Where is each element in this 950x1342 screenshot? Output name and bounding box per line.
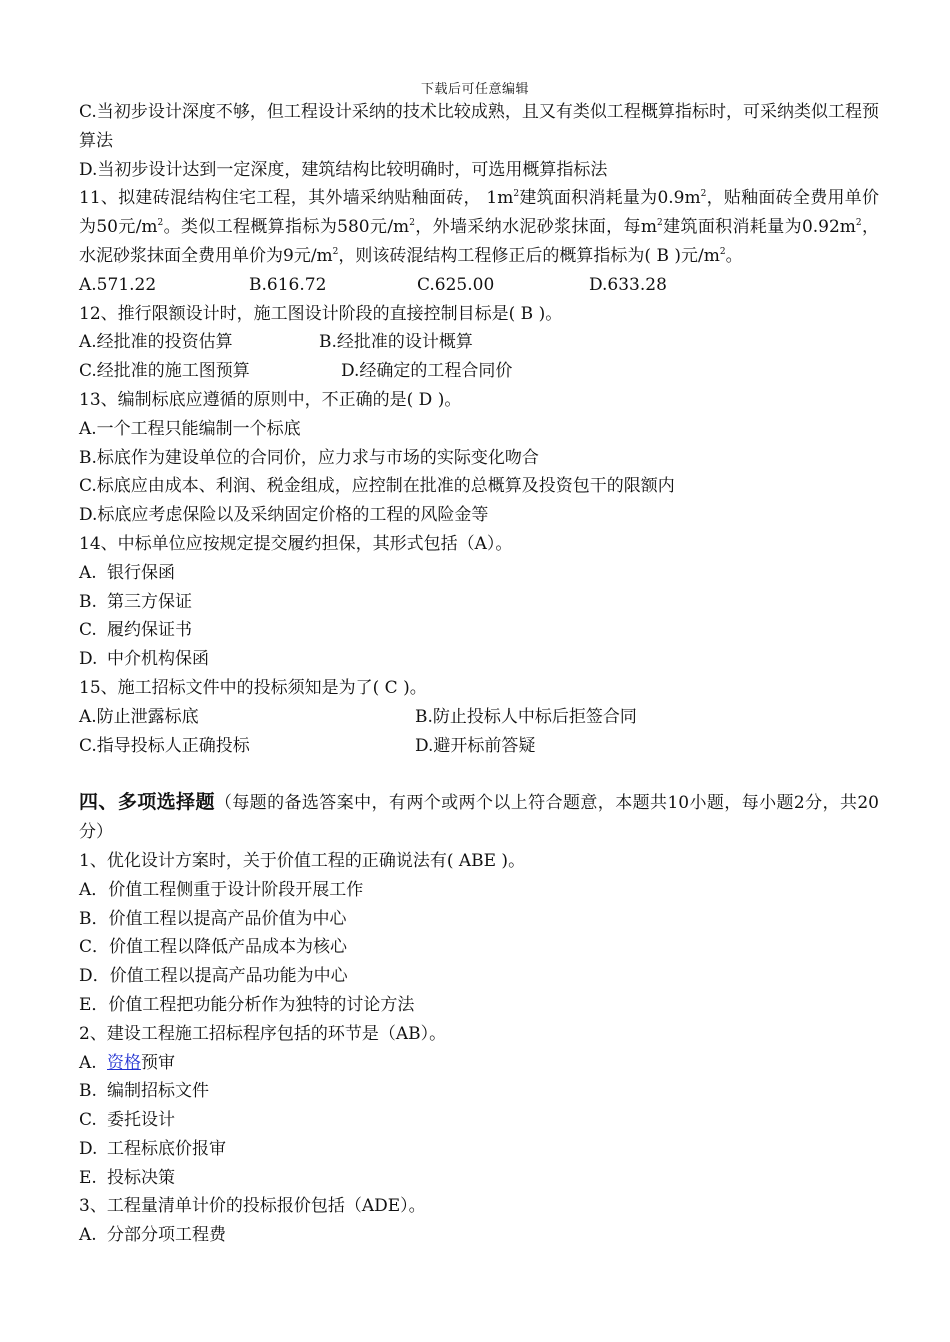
m2-text-d: 工程标底价报审 — [107, 1138, 226, 1159]
m2-option-d — [79, 1135, 879, 1164]
m2-letter-b: B. — [79, 1081, 97, 1102]
document-body — [79, 98, 879, 1250]
m2-option-b — [79, 1077, 879, 1106]
q12-stem: 12、推行限额设计时，施工图设计阶段的直接控制目标是( B )。 — [79, 303, 563, 324]
q11-text-8: ，则该砖混结构工程修正后的概算指标为( B )元/m — [338, 245, 720, 266]
q11-sup-1: 2 — [513, 189, 520, 200]
section4-title: 四、多项选择题 — [79, 791, 215, 814]
q11-text-5: ，外墙采纳水泥砂浆抹面，每m — [414, 217, 658, 238]
q11-option-c: C.625.00 — [417, 274, 495, 295]
m2-text-a: 预审 — [141, 1052, 175, 1073]
q11-text-4: 。类似工程概算指标为580元/m — [163, 217, 410, 238]
q11-sup-8: 2 — [719, 246, 726, 257]
m3-text-a: 分部分项工程费 — [107, 1225, 226, 1246]
q11-option-a: A.571.22 — [79, 274, 157, 295]
section4-heading — [79, 788, 879, 847]
q11-sup-6: 2 — [855, 218, 862, 229]
q12-option-c: C.经批准的施工图预算 — [79, 361, 250, 382]
m1-option-b: B．价值工程以提高产品价值为中心 — [79, 908, 347, 929]
q12-option-d: D.经确定的工程合同价 — [341, 361, 513, 382]
q15-options-row-2 — [79, 732, 879, 761]
q11-sup-2: 2 — [700, 189, 707, 200]
q13-option-a: A.一个工程只能编制一个标底 — [79, 418, 301, 439]
m1-option-d: D．价值工程以提高产品功能为中心 — [79, 966, 348, 987]
q13-option-d: D.标底应考虑保险以及采纳固定价格的工程的风险金等 — [79, 505, 489, 526]
m2-stem: 2、建设工程施工招标程序包括的环节是（AB）。 — [79, 1023, 447, 1044]
section-spacer — [79, 760, 879, 788]
q10-option-c: C.当初步设计深度不够，但工程设计采纳的技术比较成熟，且又有类似工程概算指标时，可采纳类似工程预算法 — [79, 102, 879, 151]
m1-option-c: C．价值工程以降低产品成本为核心 — [79, 937, 348, 958]
m1-option-a: A．价值工程侧重于设计阶段开展工作 — [79, 879, 364, 900]
q11-text-2: 建筑面积消耗量为0.9m — [519, 188, 701, 209]
q15-option-c: C.指导投标人正确投标 — [79, 735, 250, 756]
m3-letter-a: A. — [79, 1225, 97, 1246]
m2-text-e: 投标决策 — [107, 1167, 175, 1188]
q15-option-a: A.防止泄露标底 — [79, 706, 199, 727]
q14-letter-d: D. — [79, 649, 98, 670]
q11-options — [79, 271, 879, 300]
q14-letter-b: B. — [79, 591, 97, 612]
q14-option-a — [79, 559, 879, 588]
m2-text-b: 编制招标文件 — [107, 1081, 209, 1102]
q12-option-a: A.经批准的投资估算 — [79, 332, 233, 353]
q12-options-row-1 — [79, 328, 879, 357]
q11-sup-7: 2 — [332, 246, 339, 257]
q11-text-6: 建筑面积消耗量为0.92m — [662, 217, 856, 238]
q11-text-1: 11、拟建砖混结构住宅工程，其外墙采纳贴釉面砖， 1m — [79, 188, 514, 209]
m1-stem: 1、优化设计方案时，关于价值工程的正确说法有( ABE )。 — [79, 850, 526, 871]
qualification-link[interactable]: 资格 — [107, 1052, 141, 1073]
q12-option-b: B.经批准的设计概算 — [319, 332, 473, 353]
q13-option-b: B.标底作为建设单位的合同价，应力求与市场的实际变化吻合 — [79, 447, 539, 468]
m2-letter-c: C. — [79, 1110, 97, 1131]
m2-letter-d: D. — [79, 1138, 98, 1159]
q11-stem — [79, 184, 879, 270]
m1-option-e: E．价值工程把功能分析作为独特的讨论方法 — [79, 994, 415, 1015]
q11-option-d: D.633.28 — [589, 274, 667, 295]
q11-sup-5: 2 — [657, 218, 663, 229]
q15-option-d: D.避开标前答疑 — [415, 735, 536, 756]
q13-stem: 13、编制标底应遵循的原则中，不正确的是( D )。 — [79, 389, 462, 410]
m3-option-a — [79, 1221, 879, 1250]
section4-note: （每题的备选答案中，有两个或两个以上符合题意，本题共10小题，每小题2分，共20分） — [79, 793, 879, 843]
q14-option-d — [79, 645, 879, 674]
q11-text-9: 。 — [725, 245, 743, 266]
q14-text-d: 中介机构保函 — [107, 649, 209, 670]
q14-stem: 14、中标单位应按规定提交履约担保，其形式包括（A）。 — [79, 533, 513, 554]
q11-text-3: ，贴釉面砖全费用单价为50元/m — [79, 188, 879, 238]
q12-options-row-2 — [79, 357, 879, 386]
q11-sup-3: 2 — [157, 218, 164, 229]
m2-letter-a: A. — [79, 1052, 97, 1073]
q15-option-b: B.防止投标人中标后拒签合同 — [415, 706, 637, 727]
q11-sup-4: 2 — [409, 218, 415, 229]
q14-letter-c: C. — [79, 620, 97, 641]
m2-option-c — [79, 1106, 879, 1135]
q15-stem: 15、施工招标文件中的投标须知是为了( C )。 — [79, 677, 427, 698]
q13-option-c: C.标底应由成本、利润、税金组成，应控制在批准的总概算及投资包干的限额内 — [79, 476, 675, 497]
q10-option-d: D.当初步设计达到一定深度，建筑结构比较明确时，可选用概算指标法 — [79, 159, 608, 180]
m2-option-e — [79, 1164, 879, 1193]
q14-text-a: 银行保函 — [107, 562, 175, 583]
q14-option-b — [79, 588, 879, 617]
q14-text-c: 履约保证书 — [107, 620, 192, 641]
q15-options-row-1 — [79, 703, 879, 732]
page-header: 下载后可任意编辑 — [420, 82, 529, 97]
m2-option-a — [79, 1049, 879, 1078]
q14-option-c — [79, 616, 879, 645]
q11-text-7: ，水泥砂浆抹面全费用单价为9元/m — [79, 217, 880, 266]
q14-text-b: 第三方保证 — [107, 591, 192, 612]
m2-text-c: 委托设计 — [107, 1110, 175, 1131]
m3-stem: 3、工程量清单计价的投标报价包括（ADE）。 — [79, 1196, 426, 1217]
q14-letter-a: A. — [79, 562, 97, 583]
m2-letter-e: E. — [79, 1167, 97, 1188]
q11-option-b: B.616.72 — [249, 274, 327, 295]
